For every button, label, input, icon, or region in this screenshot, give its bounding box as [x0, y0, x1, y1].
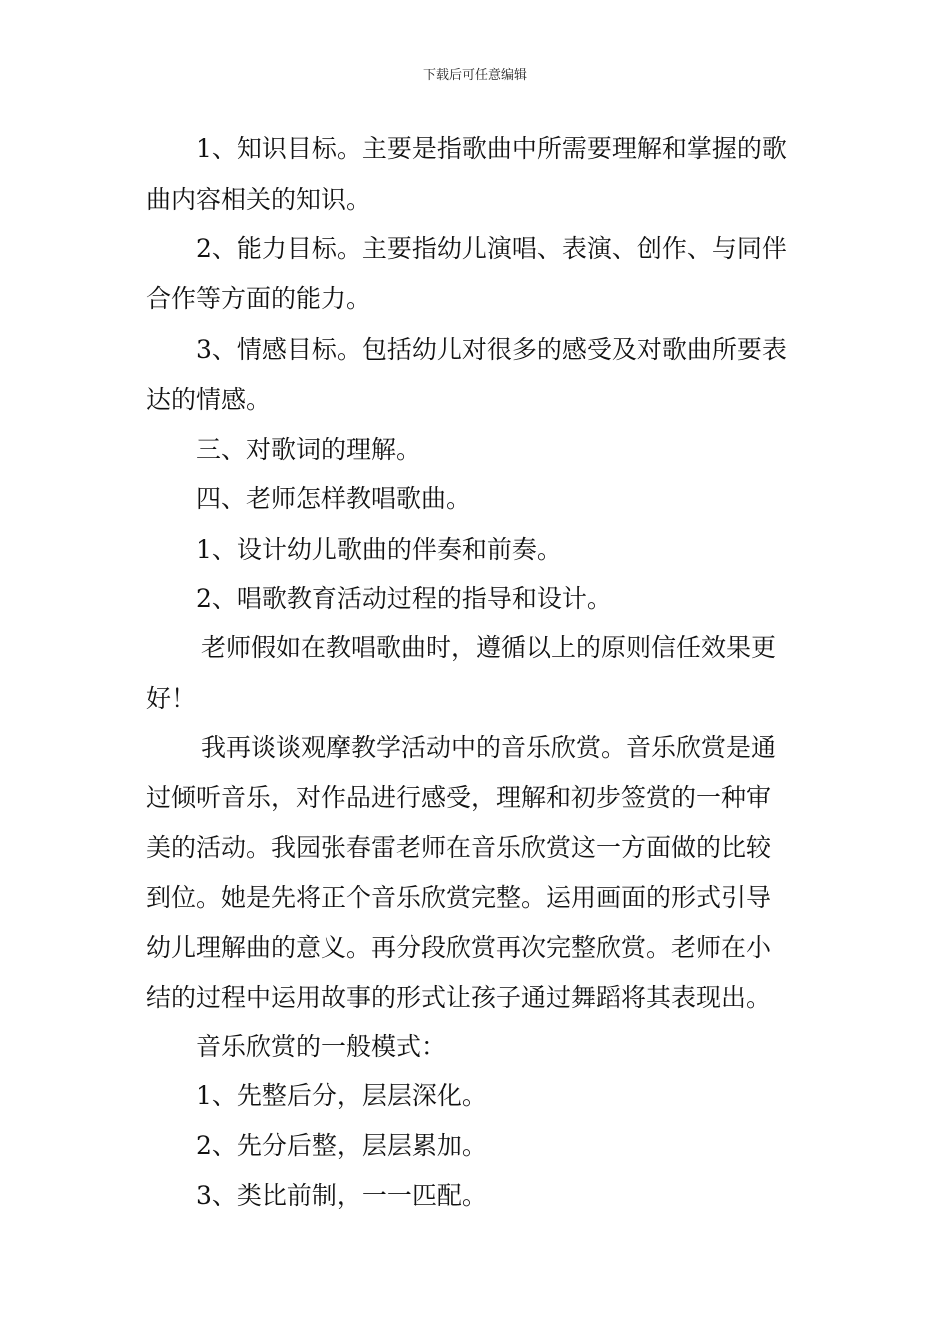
paragraph-line: 幼儿理解曲的意义。再分段欣赏再次完整欣赏。老师在小: [146, 933, 772, 962]
paragraph-line: 美的活动。我园张春雷老师在音乐欣赏这一方面做的比较: [146, 833, 772, 862]
paragraph-line: 3、类比前制，一一匹配。: [196, 1181, 487, 1210]
paragraph-line: 音乐欣赏的一般模式：: [196, 1032, 447, 1061]
paragraph-line: 1、设计幼儿歌曲的伴奏和前奏。: [196, 535, 562, 564]
paragraph-line: 达的情感。: [146, 385, 272, 414]
paragraph-line: 3、情感目标。包括幼儿对很多的感受及对歌曲所要表: [196, 335, 787, 364]
paragraph-line: 2、唱歌教育活动过程的指导和设计。: [196, 584, 612, 613]
paragraph-line: 我再谈谈观摩教学活动中的音乐欣赏。音乐欣赏是通: [201, 733, 777, 762]
paragraph-line: 到位。她是先将正个音乐欣赏完整。运用画面的形式引导: [146, 883, 772, 912]
paragraph-line: 2、先分后整，层层累加。: [196, 1131, 487, 1160]
paragraph-line: 结的过程中运用故事的形式让孩子通过舞蹈将其表现出。: [146, 983, 772, 1012]
paragraph-line: 曲内容相关的知识。: [146, 185, 372, 214]
page-header: 下载后可任意编辑: [422, 68, 527, 83]
paragraph-line: 四、老师怎样教唱歌曲。: [196, 484, 472, 513]
paragraph-line: 1、先整后分，层层深化。: [196, 1081, 487, 1110]
paragraph-line: 1、知识目标。主要是指歌曲中所需要理解和掌握的歌: [196, 134, 787, 163]
paragraph-line: 过倾听音乐，对作品进行感受，理解和初步签赏的一种审: [146, 783, 772, 812]
paragraph-line: 好！: [146, 684, 197, 713]
paragraph-line: 合作等方面的能力。: [146, 284, 372, 313]
paragraph-line: 三、对歌词的理解。: [196, 435, 422, 464]
paragraph-line: 2、能力目标。主要指幼儿演唱、表演、创作、与同伴: [196, 234, 787, 263]
paragraph-line: 老师假如在教唱歌曲时，遵循以上的原则信任效果更: [201, 633, 777, 662]
